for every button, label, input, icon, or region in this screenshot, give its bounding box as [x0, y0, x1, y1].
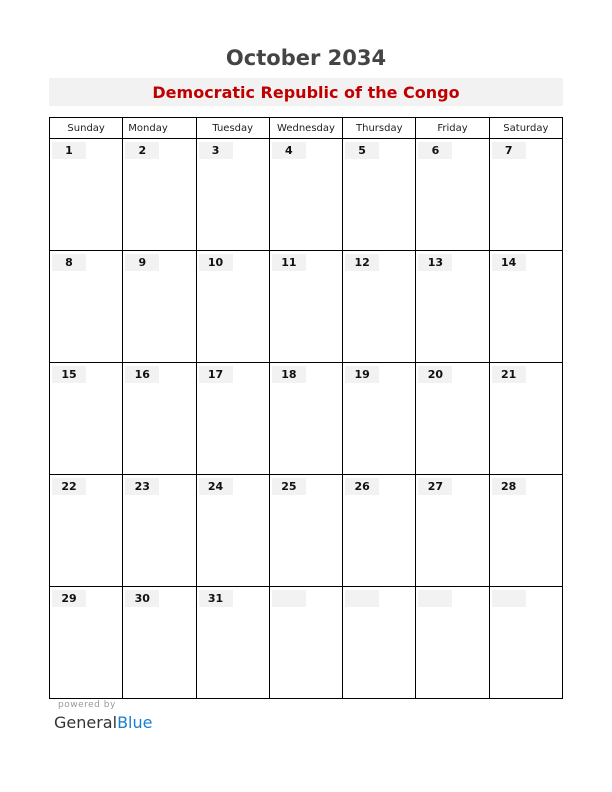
day-number: 13 — [418, 254, 452, 271]
day-cell — [269, 587, 342, 699]
day-cell — [50, 475, 123, 587]
day-number: 25 — [272, 478, 306, 495]
brand-general-text: General — [54, 713, 118, 732]
day-number: 22 — [52, 478, 86, 495]
day-number: 19 — [345, 366, 379, 383]
day-number: 11 — [272, 254, 306, 271]
weekday-friday: Friday — [416, 118, 489, 139]
day-number: 20 — [418, 366, 452, 383]
day-number-empty — [418, 590, 452, 607]
day-number-empty — [272, 590, 306, 607]
day-number-empty — [345, 590, 379, 607]
day-cell — [269, 139, 342, 251]
day-cell — [123, 139, 196, 251]
day-number: 24 — [199, 478, 233, 495]
weekday-header-row — [50, 118, 563, 139]
day-cell — [269, 475, 342, 587]
day-cell — [416, 139, 489, 251]
day-cell — [123, 587, 196, 699]
week-row-3 — [50, 363, 563, 475]
day-number: 31 — [199, 590, 233, 607]
day-number: 30 — [125, 590, 159, 607]
day-cell — [50, 139, 123, 251]
day-cell — [416, 363, 489, 475]
day-cell — [123, 363, 196, 475]
weekday-tuesday: Tuesday — [196, 118, 269, 139]
day-number: 9 — [125, 254, 159, 271]
day-cell — [489, 475, 562, 587]
day-number: 26 — [345, 478, 379, 495]
day-cell — [196, 251, 269, 363]
day-number: 28 — [492, 478, 526, 495]
weekday-sunday: Sunday — [50, 118, 123, 139]
day-number: 12 — [345, 254, 379, 271]
day-number: 23 — [125, 478, 159, 495]
day-number: 5 — [345, 142, 379, 159]
country-name: Democratic Republic of the Congo — [152, 82, 460, 102]
day-cell — [343, 587, 416, 699]
page-title: October 2034 — [225, 46, 387, 70]
powered-by-text: powered by — [58, 700, 116, 710]
week-row-4 — [50, 475, 563, 587]
day-cell — [123, 251, 196, 363]
day-number: 14 — [492, 254, 526, 271]
day-cell — [196, 139, 269, 251]
week-row-5 — [50, 587, 563, 699]
week-row-2 — [50, 251, 563, 363]
country-banner — [49, 78, 563, 106]
day-cell — [196, 587, 269, 699]
day-number: 4 — [272, 142, 306, 159]
day-number-empty — [492, 590, 526, 607]
weekday-saturday: Saturday — [489, 118, 562, 139]
day-number: 18 — [272, 366, 306, 383]
day-cell — [196, 475, 269, 587]
day-cell — [50, 363, 123, 475]
day-cell — [343, 139, 416, 251]
day-cell — [123, 475, 196, 587]
day-number: 15 — [52, 366, 86, 383]
day-number: 6 — [418, 142, 452, 159]
generalblue-logo[interactable] — [54, 713, 152, 732]
day-cell — [416, 251, 489, 363]
day-cell — [50, 251, 123, 363]
day-cell — [489, 363, 562, 475]
day-number: 21 — [492, 366, 526, 383]
day-cell — [50, 587, 123, 699]
weekday-monday: Monday — [123, 118, 196, 139]
day-number: 8 — [52, 254, 86, 271]
day-cell — [489, 587, 562, 699]
day-cell — [269, 363, 342, 475]
day-number: 7 — [492, 142, 526, 159]
day-cell — [343, 251, 416, 363]
day-number: 2 — [125, 142, 159, 159]
day-number: 1 — [52, 142, 86, 159]
day-number: 16 — [125, 366, 159, 383]
day-number: 17 — [199, 366, 233, 383]
week-row-1 — [50, 139, 563, 251]
day-cell — [269, 251, 342, 363]
day-cell — [416, 475, 489, 587]
day-cell — [489, 139, 562, 251]
day-cell — [489, 251, 562, 363]
month-calendar — [49, 117, 563, 699]
day-number: 3 — [199, 142, 233, 159]
weekday-wednesday: Wednesday — [269, 118, 342, 139]
day-number: 10 — [199, 254, 233, 271]
day-number: 27 — [418, 478, 452, 495]
weekday-thursday: Thursday — [343, 118, 416, 139]
day-cell — [343, 363, 416, 475]
day-number: 29 — [52, 590, 86, 607]
day-cell — [416, 587, 489, 699]
day-cell — [343, 475, 416, 587]
brand-blue-text: Blue — [117, 713, 153, 732]
day-cell — [196, 363, 269, 475]
